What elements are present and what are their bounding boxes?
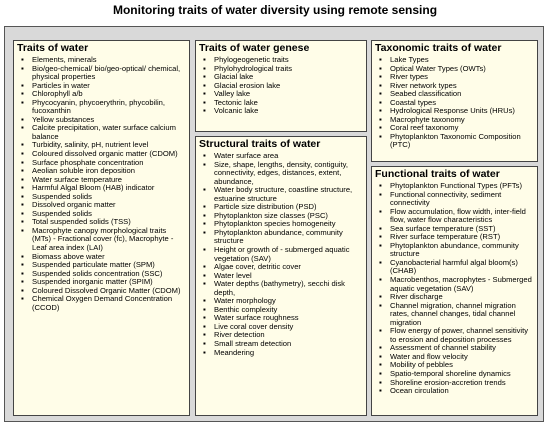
item-list [372,182,537,396]
item-list [14,56,189,312]
list-item: ▪ Chemical Oxygen Demand Concentration (CCOD) [14,295,187,312]
list-item: ▪ Suspended solids [14,210,187,219]
panel-taxonomic-traits [371,40,538,162]
panel-functional-traits [371,166,538,416]
item-list [196,56,366,116]
list-item: ▪ Flow accumulation, flow width, inter-field flow, water flow characteristics [372,208,535,225]
item-list [196,152,366,357]
list-item: ▪ Phytoplankton size classes (PSC) [196,212,364,221]
panel-heading: Traits of water [17,42,89,54]
list-item: ▪ Suspended solids concentration (SSC) [14,270,187,279]
list-item: ▪ River discharge [372,293,535,302]
list-item: ▪ Calcite precipitation, water surface calcium balance [14,124,187,141]
list-item: ▪ Water and flow velocity [372,353,535,362]
list-item: ▪ Live coral cover density [196,323,364,332]
list-item: ▪ Coral reef taxonomy [372,124,535,133]
item-list [372,56,537,150]
list-item: ▪ Coloured dissolved organic matter (CDOM) [14,150,187,159]
list-item: ▪ River surface temperature (RST) [372,233,535,242]
list-item: ▪ Size, shape, lengths, density, contiguity, connectivity, edges, distances, extent, abundance, [196,161,364,187]
list-item: ▪ Phytoplankton Taxonomic Composition (PTC) [372,133,535,150]
list-item: ▪ Water body structure, coastline structure, estuarine structure [196,186,364,203]
list-item: ▪ Particle size distribution (PSD) [196,203,364,212]
list-item: ▪ Hydrological Response Units (HRUs) [372,107,535,116]
list-item: ▪ Functional connectivity, sediment connectivity [372,191,535,208]
list-item: ▪ Suspended inorganic matter (SPIM) [14,278,187,287]
panel-heading: Functional traits of water [375,168,500,180]
list-item: ▪ River types [372,73,535,82]
list-item: ▪ Macrophyte canopy morphological traits (MTs) - Fractional cover (fc), Macrophyte - Leaf area index (LAI) [14,227,187,253]
panel-heading: Structural traits of water [199,138,321,150]
list-item: ▪ Cyanobacterial harmful algal bloom(s) (CHAB) [372,259,535,276]
list-item: ▪ Water surface temperature [14,176,187,185]
list-item: ▪ Phytoplankton species homogeneity [196,220,364,229]
list-item: ▪ Small stream detection [196,340,364,349]
list-item: ▪ Aeolian soluble iron deposition [14,167,187,176]
panel-heading: Traits of water genese [199,42,310,54]
list-item: ▪ Coastal types [372,99,535,108]
list-item: ▪ Ocean circulation [372,387,535,396]
list-item: ▪ Phylogeogenetic traits [196,56,364,65]
list-item: ▪ Dissolved organic matter [14,201,187,210]
list-item: ▪ Phylohydrological traits [196,65,364,74]
list-item: ▪ Water surface roughness [196,314,364,323]
list-item: ▪ Optical Water Types (OWTs) [372,65,535,74]
list-item: ▪ Water morphology [196,297,364,306]
list-item: ▪ Shoreline erosion-accretion trends [372,379,535,388]
list-item: ▪ Volcanic lake [196,107,364,116]
list-item: ▪ Glacial lake [196,73,364,82]
list-item: ▪ Tectonic lake [196,99,364,108]
list-item: ▪ Biomass above water [14,253,187,262]
list-item: ▪ Macrobenthos, macrophytes - Submerged aquatic vegetation (SAV) [372,276,535,293]
list-item: ▪ Phytoplankton abundance, community structure [372,242,535,259]
list-item: ▪ Water surface area [196,152,364,161]
list-item: ▪ Bio/geo-chemical/ bio/geo-optical/ chemical, physical properties [14,65,187,82]
list-item: ▪ Height or growth of - submerged aquatic vegetation (SAV) [196,246,364,263]
list-item: ▪ Phytoplankton Functional Types (PFTs) [372,182,535,191]
list-item: ▪ Turbidity, salinity, pH, nutrient level [14,141,187,150]
list-item: ▪ Lake Types [372,56,535,65]
list-item: ▪ Assessment of channel stability [372,344,535,353]
list-item: ▪ Harmful Algal Bloom (HAB) indicator [14,184,187,193]
list-item: ▪ Algae cover, detritic cover [196,263,364,272]
panel-structural-traits [195,136,367,416]
list-item: ▪ Suspended particulate matter (SPM) [14,261,187,270]
list-item: ▪ Mobility of pebbles [372,361,535,370]
list-item: ▪ Sea surface temperature (SST) [372,225,535,234]
list-item: ▪ Meandering [196,349,364,358]
panel-traits-of-water [13,40,190,416]
list-item: ▪ Glacial erosion lake [196,82,364,91]
list-item: ▪ Suspended solids [14,193,187,202]
list-item: ▪ Spatio-temporal shoreline dynamics [372,370,535,379]
list-item: ▪ Particles in water [14,82,187,91]
list-item: ▪ Channel migration, channel migration rates, channel changes, tidal channel migration [372,302,535,328]
list-item: ▪ Phytoplankton abundance, community structure [196,229,364,246]
list-item: ▪ Phycocyanin, phycoerythrin, phycobilin, fucoxanthin [14,99,187,116]
list-item: ▪ River detection [196,331,364,340]
list-item: ▪ Water depths (bathymetry), secchi disk depth, [196,280,364,297]
list-item: ▪ Valley lake [196,90,364,99]
list-item: ▪ Macrophyte taxonomy [372,116,535,125]
diagram-container [4,26,544,422]
list-item: ▪ Chlorophyll a/b [14,90,187,99]
list-item: ▪ Coloured Dissolved Organic Matter (CDOM) [14,287,187,296]
list-item: ▪ Surface phosphate concentration [14,159,187,168]
diagram-title: Monitoring traits of water diversity using remote sensing [112,3,438,17]
list-item: ▪ Yellow substances [14,116,187,125]
list-item: ▪ Flow energy of power, channel sensitivity to erosion and deposition processes [372,327,535,344]
list-item: ▪ River network types [372,82,535,91]
panel-heading: Taxonomic traits of water [375,42,502,54]
list-item: ▪ Benthic complexity [196,306,364,315]
list-item: ▪ Elements, minerals [14,56,187,65]
list-item: ▪ Water level [196,272,364,281]
panel-traits-of-water-genese [195,40,367,132]
list-item: ▪ Seabed classification [372,90,535,99]
list-item: ▪ Total suspended solids (TSS) [14,218,187,227]
